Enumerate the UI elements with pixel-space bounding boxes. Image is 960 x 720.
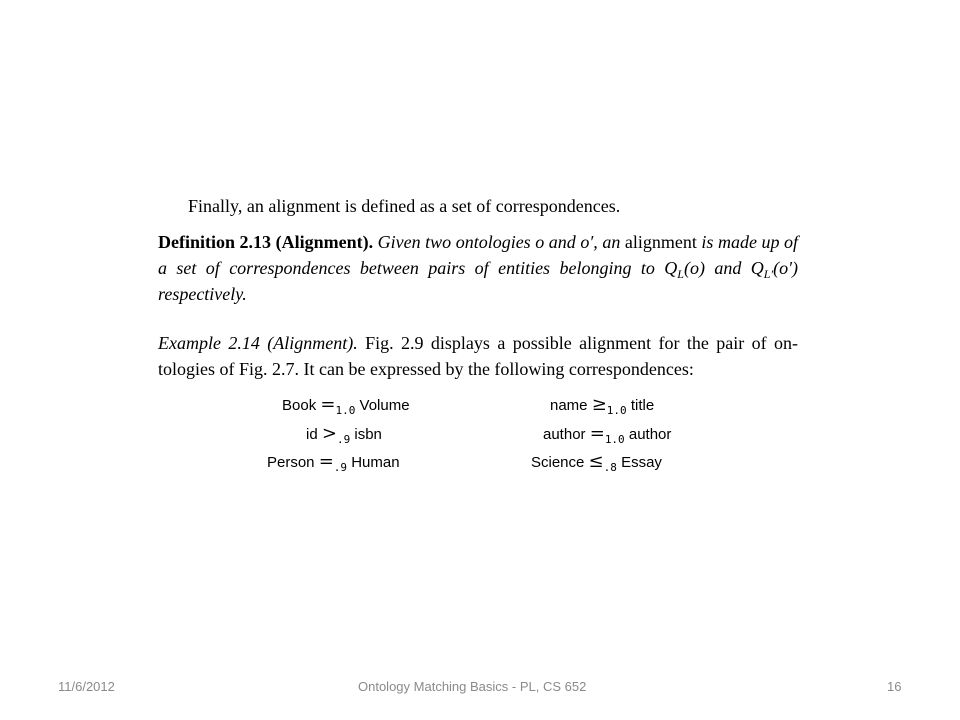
intro-sentence: Finally, an alignment is defined as a set of correspondences. <box>188 196 621 216</box>
definition-term: alignment <box>624 232 697 252</box>
footer-title: Ontology Matching Basics - PL, CS 652 <box>358 679 587 694</box>
math-o: o <box>535 232 545 252</box>
correspondence-right: name $\ge_{1.0}$ title <box>550 394 655 417</box>
correspondence-right: author $=_{1.0}$ author <box>543 423 672 446</box>
definition-block <box>158 229 798 307</box>
math-q-l-prime: $Q_{L'}(o')$ <box>750 258 799 281</box>
correspondence-left: Book $=_{1.0}$ Volume <box>282 394 410 417</box>
definition-end: respectively. <box>158 284 247 304</box>
example-block <box>158 330 798 382</box>
definition-label: Definition 2.13 (Alignment). <box>158 232 374 252</box>
definition-text-2: is made up of a set of correspondences between pairs of entities belonging to <box>158 232 799 278</box>
definition-and-2: and <box>704 258 751 278</box>
example-text: Fig. 2.9 displays a possible alignment for the pair of on-tologies of Fig. 2.7. It can be expressed by the following correspondences: <box>158 333 798 379</box>
correspondence-left: Person $=_{.9}$ Human <box>267 451 400 474</box>
math-o-prime: o′ <box>580 232 594 252</box>
footer-date: 11/6/2012 <box>58 679 115 694</box>
correspondence-right: Science $\le_{.8}$ Essay <box>531 451 662 474</box>
footer-page-number: 16 <box>887 679 902 694</box>
math-q-l: $Q_L(o)$ <box>664 258 705 281</box>
definition-and: and <box>544 232 581 252</box>
definition-comma-an: , an <box>593 232 625 252</box>
example-label: Example 2.14 (Alignment). <box>158 333 358 353</box>
definition-text-1: Given two ontologies <box>377 232 536 252</box>
correspondence-left: id $>_{.9}$ isbn <box>306 423 382 446</box>
